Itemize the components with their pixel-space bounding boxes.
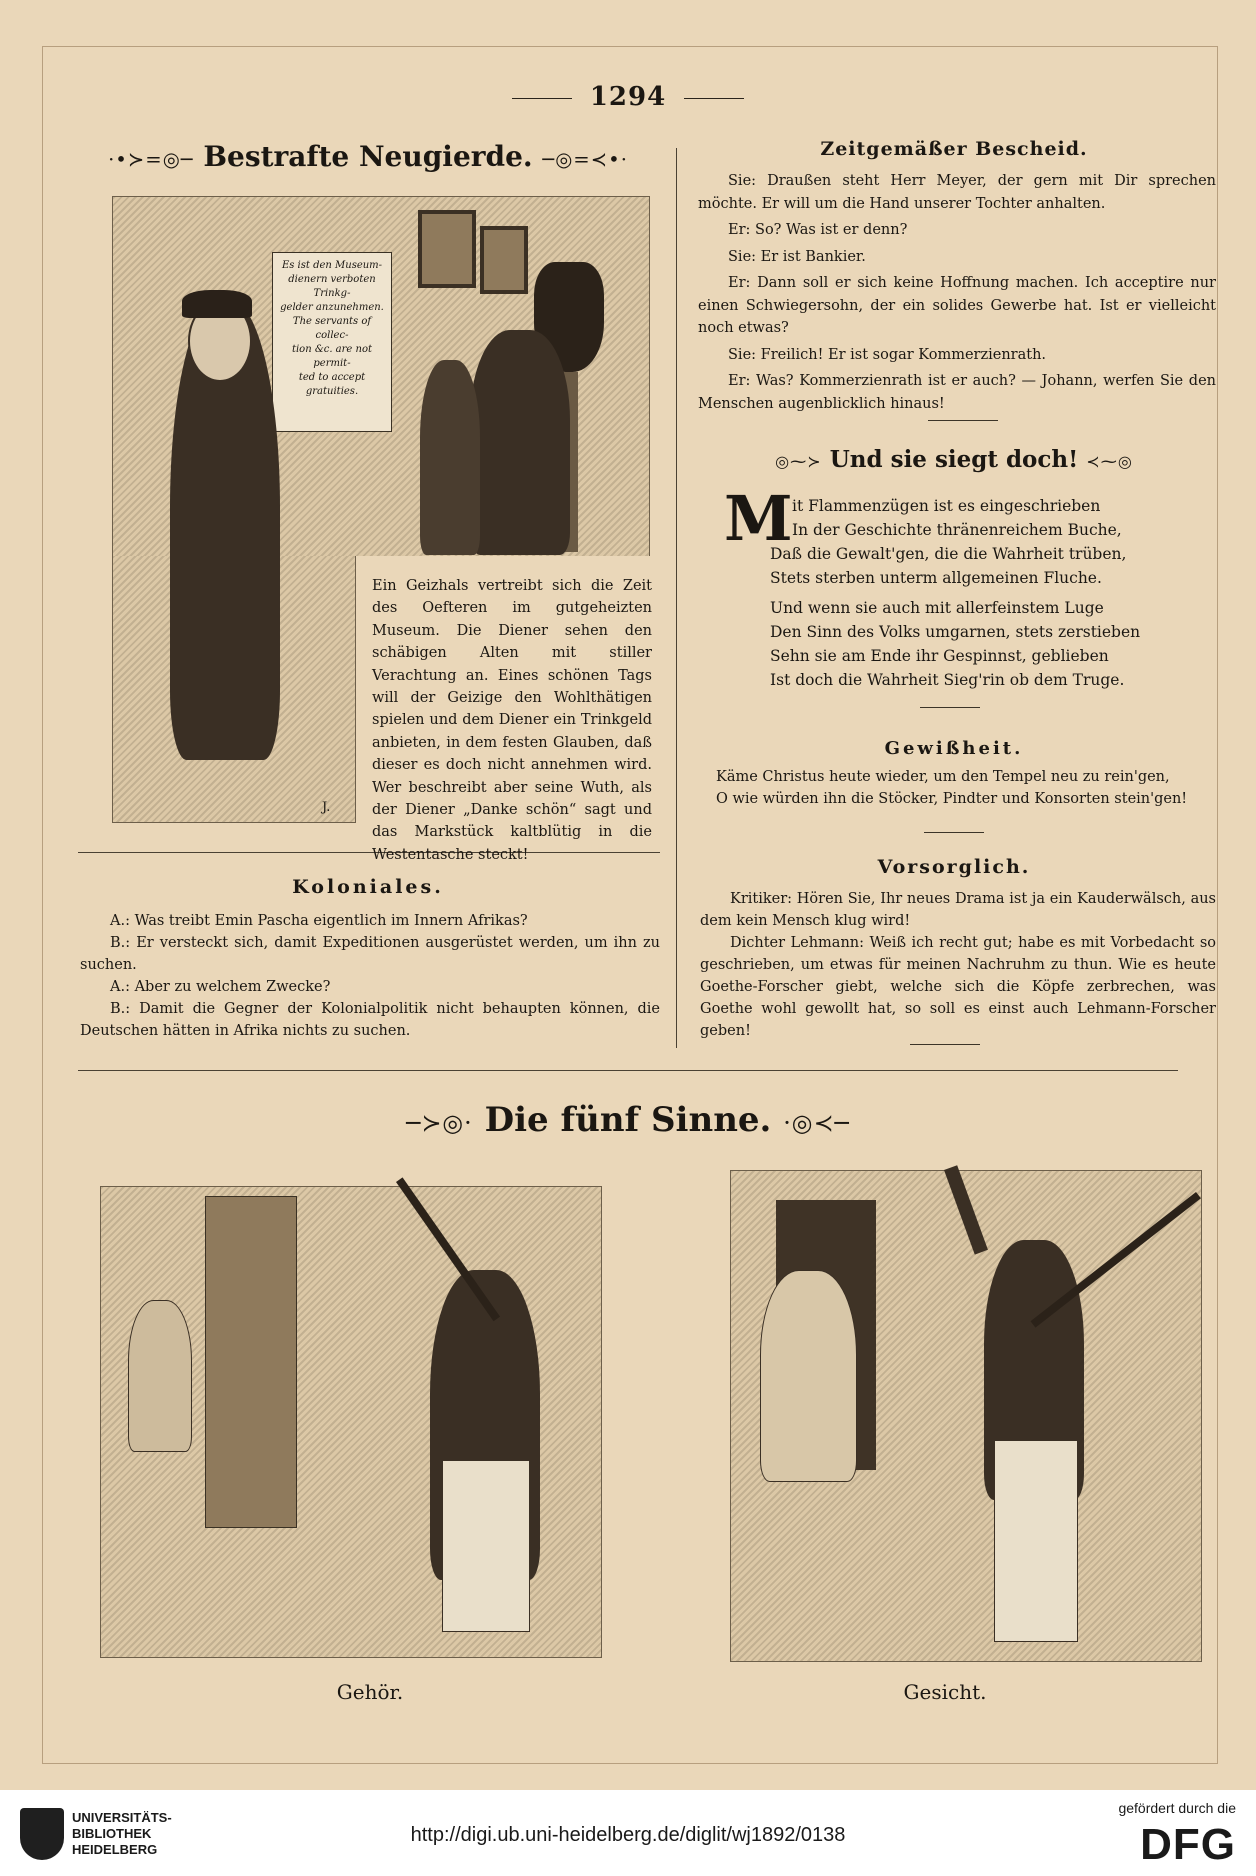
poem-line: Sehn sie am Ende ihr Gespinnst, geblieben xyxy=(770,647,1109,665)
vorsorglich-title: Vorsorglich. xyxy=(877,856,1031,878)
left-top-text: Ein Geizhals vertreibt sich die Zeit des Oefteren im gutgeheizten Museum. Die Diener sehen den schäbigen Alten mit stiller Verachtung an. Eines schönen Tags will der Geizige den Wohlthätigen spielen und dem Diener ein Trinkgeld anbieten, in dem festen Glauben, daß dieser es doch nicht annehmen wird. Wer beschreibt aber seine Wuth, als der Diener „Danke schön“ sagt und das Markstück kaltblütig in die Westentasche steckt! xyxy=(372,578,652,863)
poem-dropcap: M xyxy=(724,482,793,555)
bescheid-line: Er: Dann soll er sich keine Hoffnung machen. Ich acceptire nur einen Schwiegersohn, der ein solides Gewerbe hat. Ist er vielleicht noch etwas? xyxy=(698,275,1216,336)
wall-block xyxy=(205,1196,297,1528)
woman-figure xyxy=(760,1270,857,1482)
poem-stanza-2 xyxy=(770,596,1210,692)
poem-stanza-1 xyxy=(770,494,1210,590)
source-url-link[interactable]: http://digi.ub.uni-heidelberg.de/diglit/wj1892/0138 xyxy=(410,1824,846,1846)
poem-line: Den Sinn des Volks umgarnen, stets zerstieben xyxy=(770,623,1141,641)
funded-by-label: gefördert durch die xyxy=(1118,1800,1236,1816)
page-number: 1294 xyxy=(0,82,1256,112)
poem-line: In der Geschichte thränenreichem Buche, xyxy=(792,521,1122,539)
pointing-soldier-trousers xyxy=(994,1440,1078,1642)
vorsorglich-text xyxy=(700,888,1216,1042)
picture-frame-icon xyxy=(418,210,476,288)
gewissheit-title: Gewißheit. xyxy=(884,738,1024,759)
bescheid-line: Sie: Draußen steht Herr Meyer, der gern mit Dir sprechen möchte. Er will um die Hand unserer Tochter anhalten. xyxy=(698,173,1216,212)
picture-frame-icon xyxy=(480,226,528,294)
caption-gehoer: Gehör. xyxy=(336,1680,404,1704)
poem-line: Ist doch die Wahrheit Sieg'rin ob dem Truge. xyxy=(770,671,1125,689)
fuenf-sinne-title: ─≻◎· Die fünf Sinne. ·◎≺─ xyxy=(406,1100,850,1140)
ornament-rule xyxy=(928,420,998,421)
koloniales-line: A.: Was treibt Emin Pascha eigentlich im Innern Afrikas? xyxy=(110,913,528,929)
vorsorglich-line: Kritiker: Hören Sie, Ihr neues Drama ist ja ein Kauderwälsch, aus dem kein Mensch klug wird! xyxy=(700,891,1216,929)
caption-gesicht: Gesicht. xyxy=(903,1680,987,1704)
library-name: UNIVERSITÄTS- BIBLIOTHEK HEIDELBERG xyxy=(72,1810,172,1857)
gewissheit-text xyxy=(716,766,1216,810)
gewissheit-line: O wie würden ihn die Stöcker, Pindter und Konsorten stein'gen! xyxy=(716,791,1188,807)
miser-cap xyxy=(182,290,252,318)
bescheid-line: Er: So? Was ist er denn? xyxy=(728,222,908,238)
poem-line: it Flammenzügen ist es eingeschrieben xyxy=(792,497,1101,515)
gewissheit-line: Käme Christus heute wieder, um den Tempel neu zu rein'gen, xyxy=(716,769,1170,785)
ornament-rule xyxy=(910,1044,980,1045)
koloniales-line: B.: Er versteckt sich, damit Expeditionen ausgerüstet werden, um ihn zu suchen. xyxy=(80,935,660,973)
koloniales-title: Koloniales. xyxy=(292,876,444,898)
ornament-rule xyxy=(924,832,984,833)
poem-line: Und wenn sie auch mit allerfeinstem Luge xyxy=(770,599,1104,617)
visitor-figure xyxy=(420,360,480,555)
soldier-trousers xyxy=(442,1460,530,1632)
maid-figure xyxy=(128,1300,192,1452)
dfg-logo: DFG xyxy=(1140,1820,1236,1869)
museum-sign: Es ist den Museum- dienern verboten Trinkg- gelder anzunehmen. The servants of collec- tion &c. are not permit- ted to accept gratuities. xyxy=(272,252,392,432)
bescheid-line: Er: Was? Kommerzienrath ist er auch? — Johann, werfen Sie den Menschen augenblicklich hinaus! xyxy=(698,373,1216,412)
poem-line: Stets sterben unterm allgemeinen Fluche. xyxy=(770,569,1102,587)
section-divider-full xyxy=(78,1070,1178,1071)
koloniales-line: B.: Damit die Gegner der Kolonialpolitik nicht behaupten können, die Deutschen hätten in Afrika nichts zu suchen. xyxy=(80,1001,660,1039)
bescheid-line: Sie: Er ist Bankier. xyxy=(728,248,866,265)
museum-servant-figure xyxy=(470,330,570,555)
koloniales-line: A.: Aber zu welchem Zwecke? xyxy=(110,979,331,995)
bescheid-text xyxy=(698,170,1216,415)
koloniales-text xyxy=(80,910,660,1042)
vorsorglich-line: Dichter Lehmann: Weiß ich recht gut; habe es mit Vorbedacht so geschrieben, um etwas für meinen Nachruhm zu thun. Wie es heute Goethe-Forscher giebt, welche sich die Köpfe zerbrechen, was Goethe wohl gewollt hat, so soll es einst auch Lehmann-Forscher geben! xyxy=(700,935,1216,1039)
illustrator-signature: J. xyxy=(322,800,331,815)
bescheid-line: Sie: Freilich! Er ist sogar Kommerzienrath. xyxy=(728,346,1047,363)
poem-line: Daß die Gewalt'gen, die die Wahrheit trüben, xyxy=(770,545,1127,563)
ornament-rule xyxy=(920,707,980,708)
digitization-footer xyxy=(0,1790,1256,1876)
left-top-title: ·•≻=◎─ Bestrafte Neugierde. ─◎=≺•· xyxy=(108,140,628,173)
column-divider xyxy=(676,148,677,1048)
bescheid-title: Zeitgemäßer Bescheid. xyxy=(820,138,1088,160)
poem-title: ◎⁓≻ Und sie siegt doch! ≺⁓◎ xyxy=(775,446,1133,473)
